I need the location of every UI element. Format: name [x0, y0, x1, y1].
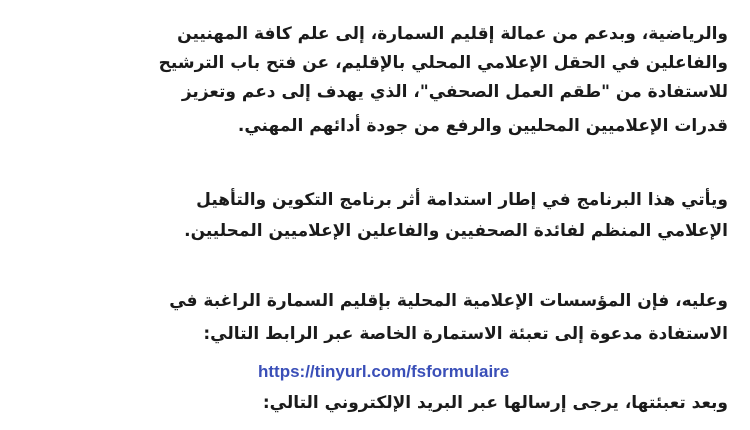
paragraph-1-line-3: للاستفادة من "طقم العمل الصحفي"، الذي يهدف إلى دعم وتعزيز [181, 82, 728, 102]
paragraph-1-line-2: والفاعلين في الحقل الإعلامي المحلي بالإقليم، عن فتح باب الترشيح [158, 53, 728, 73]
paragraph-2-line-2: الإعلامي المنظم لفائدة الصحفيين والفاعلين الإعلاميين المحليين. [184, 221, 728, 241]
form-link[interactable]: https://tinyurl.com/fsformulaire [258, 362, 510, 381]
paragraph-3-line-1: وعليه، فإن المؤسسات الإعلامية المحلية بإقليم السمارة الراغبة في [169, 291, 728, 311]
paragraph-2-line-1: ويأتي هذا البرنامج في إطار استدامة أثر برنامج التكوين والتأهيل [196, 190, 728, 210]
paragraph-3-line-2: الاستفادة مدعوة إلى تعبئة الاستمارة الخاصة عبر الرابط التالي: [203, 324, 728, 344]
paragraph-1-line-1: والرياضية، وبدعم من عمالة إقليم السمارة، إلى علم كافة المهنيين [177, 24, 728, 44]
paragraph-4-line-1: وبعد تعبئتها، يرجى إرسالها عبر البريد الإلكتروني التالي: [262, 393, 728, 413]
paragraph-1-line-4: قدرات الإعلاميين المحليين والرفع من جودة أدائهم المهني. [237, 116, 728, 136]
